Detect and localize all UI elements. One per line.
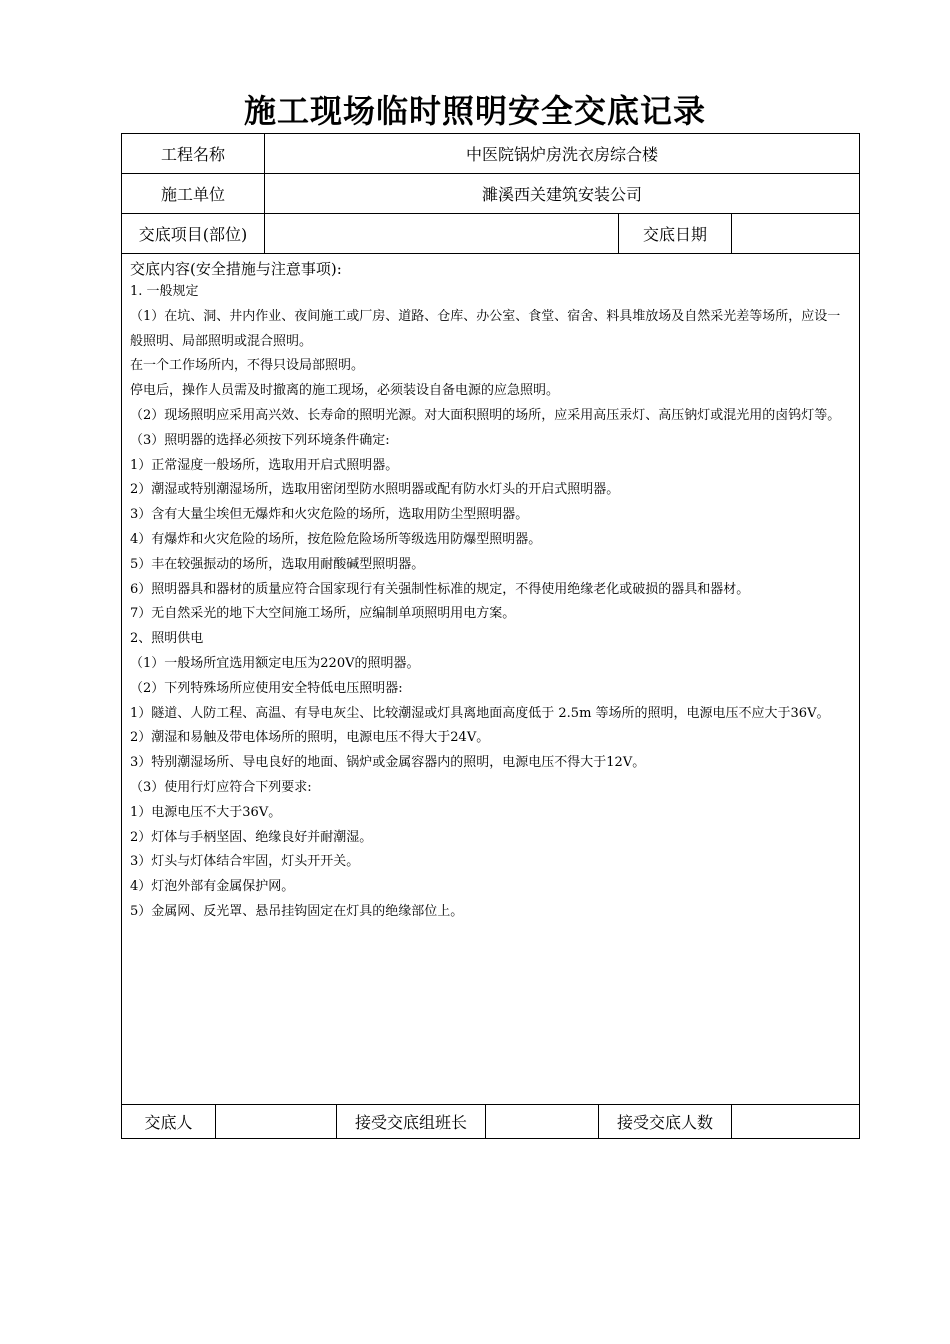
content-line: 3）含有大量尘埃但无爆炸和火灾危险的场所，选取用防尘型照明器。: [130, 507, 529, 523]
content-lines: [130, 280, 851, 925]
content-line: 4）灯泡外部有金属保护网。: [130, 879, 295, 895]
content-line: （1）在坑、洞、井内作业、夜间施工或厂房、道路、仓库、办公室、食堂、宿舍、料具堆放场及自然采光差等场所，应设一般照明、局部照明或混合照明。: [130, 308, 841, 349]
content-line: 1）正常湿度一般场所，选取用开启式照明器。: [130, 457, 399, 473]
item-row: [122, 214, 860, 254]
content-line: （1）一般场所宜选用额定电压为220V的照明器。: [130, 655, 420, 671]
content-line: 3）灯头与灯体结合牢固，灯头开开关。: [130, 854, 360, 870]
content-line: （2）现场照明应采用高兴效、长寿命的照明光源。对大面积照明的场所，应采用高压汞灯、高压钠灯或混光用的卤钨灯等。: [130, 407, 841, 423]
presenter-value[interactable]: [216, 1105, 337, 1139]
presenter-label: 交底人: [122, 1105, 216, 1139]
content-line: 1. 一般规定: [130, 284, 199, 299]
content-line: （3）使用行灯应符合下列要求:: [130, 779, 312, 795]
project-value[interactable]: 中医院锅炉房洗衣房综合楼: [265, 134, 860, 174]
project-label: 工程名称: [122, 134, 265, 174]
content-line: （2）下列特殊场所应使用安全特低电压照明器:: [130, 680, 403, 696]
page-title: 施工现场临时照明安全交底记录: [243, 92, 706, 130]
content-line: 4）有爆炸和火灾危险的场所，按危险危险场所等级选用防爆型照明器。: [130, 531, 542, 547]
contractor-value[interactable]: 濉溪西关建筑安装公司: [265, 174, 860, 214]
receiver-value[interactable]: [486, 1105, 599, 1139]
content-line: 2）灯体与手柄坚固、绝缘良好并耐潮湿。: [130, 829, 373, 845]
receiver-label: 接受交底组班长: [337, 1105, 486, 1139]
content-line: 1）隧道、人防工程、高温、有导电灰尘、比较潮湿或灯具离地面高度低于 2.5m 等场所的照明，电源电压不应大于36V。: [130, 705, 830, 721]
content-line: 1）电源电压不大于36V。: [130, 804, 282, 820]
content-heading: 交底内容(安全措施与注意事项):: [130, 260, 342, 278]
contractor-row: [122, 174, 860, 214]
content-line: 2）潮湿或特别潮湿场所，选取用密闭型防水照明器或配有防水灯头的开启式照明器。: [130, 482, 620, 498]
date-label: 交底日期: [619, 214, 732, 254]
count-value[interactable]: [732, 1105, 860, 1139]
signature-row: [122, 1105, 860, 1139]
item-label: 交底项目(部位): [122, 214, 265, 254]
content-line: 7）无自然采光的地下大空间施工场所，应编制单项照明用电方案。: [130, 606, 516, 622]
content-row: [122, 254, 860, 1105]
content-line: （3）照明器的选择必须按下列环境条件确定:: [130, 432, 390, 448]
content-line: 3）特别潮湿场所、导电良好的地面、锅炉或金属容器内的照明，电源电压不得大于12V。: [130, 755, 646, 771]
disclosure-form-table: [121, 133, 860, 1139]
content-line: 5）金属网、反光罩、悬吊挂钩固定在灯具的绝缘部位上。: [130, 903, 464, 919]
count-label: 接受交底人数: [599, 1105, 732, 1139]
project-row: [122, 134, 860, 174]
contractor-label: 施工单位: [122, 174, 265, 214]
content-line: 6）照明器具和器材的质量应符合国家现行有关强制性标准的规定，不得使用绝缘老化或破损的器具和器材。: [130, 581, 750, 597]
content-line: 2）潮湿和易触及带电体场所的照明，电源电压不得大于24V。: [130, 730, 490, 746]
date-value[interactable]: [732, 214, 860, 254]
content-line: 2、照明供电: [130, 631, 204, 647]
content-cell[interactable]: [122, 254, 860, 1105]
content-line: 5）丰在较强振动的场所，选取用耐酸碱型照明器。: [130, 556, 425, 572]
content-line: 在一个工作场所内，不得只设局部照明。: [130, 358, 365, 374]
content-line: 停电后，操作人员需及时撤离的施工现场，必须装设自备电源的应急照明。: [130, 383, 560, 399]
item-value[interactable]: [265, 214, 619, 254]
